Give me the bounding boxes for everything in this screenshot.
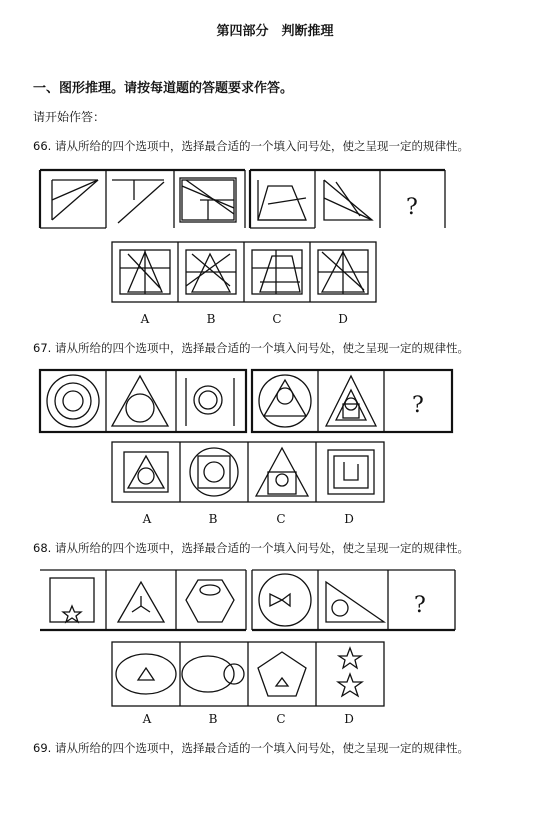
question-67 <box>33 340 469 356</box>
question-number: 67. <box>33 341 52 355</box>
svg-text:?: ? <box>414 593 426 618</box>
question-text: 请从所给的四个选项中，选择最合适的一个填入问号处，使之呈现一定的规律性。 <box>54 341 469 355</box>
q68-stem-figures <box>0 568 550 638</box>
q67-stem-figures <box>0 368 550 438</box>
q66-options <box>0 240 550 310</box>
option-c-label[interactable]: C <box>276 712 286 726</box>
option-b-label[interactable]: B <box>208 512 218 526</box>
option-b-label[interactable]: B <box>206 312 216 326</box>
svg-text:?: ? <box>406 195 418 220</box>
question-68 <box>33 540 469 556</box>
question-66 <box>33 138 469 154</box>
svg-text:?: ? <box>412 393 424 418</box>
q68-options <box>0 640 550 720</box>
q67-options <box>0 440 550 510</box>
option-d-label[interactable]: D <box>338 312 348 326</box>
question-number: 69. <box>33 741 52 755</box>
question-text: 请从所给的四个选项中，选择最合适的一个填入问号处，使之呈现一定的规律性。 <box>54 139 469 153</box>
page-title: 第四部分 判断推理 <box>216 24 334 39</box>
option-a-label[interactable]: A <box>142 512 152 526</box>
option-b-label[interactable]: B <box>208 712 218 726</box>
question-number: 66. <box>33 139 52 153</box>
section-heading: 一、图形推理。请按每道题的答题要求作答。 <box>33 81 294 96</box>
question-number: 68. <box>33 541 52 555</box>
option-c-label[interactable]: C <box>276 512 286 526</box>
question-69 <box>33 740 469 756</box>
start-hint: 请开始作答： <box>33 110 106 124</box>
option-a-label[interactable]: A <box>140 312 150 326</box>
question-text: 请从所给的四个选项中，选择最合适的一个填入问号处，使之呈现一定的规律性。 <box>54 541 469 555</box>
question-text: 请从所给的四个选项中，选择最合适的一个填入问号处，使之呈现一定的规律性。 <box>54 741 469 755</box>
option-a-label[interactable]: A <box>142 712 152 726</box>
option-c-label[interactable]: C <box>272 312 282 326</box>
option-d-label[interactable]: D <box>344 512 354 526</box>
option-d-label[interactable]: D <box>344 712 354 726</box>
q66-stem-figures <box>0 168 550 238</box>
